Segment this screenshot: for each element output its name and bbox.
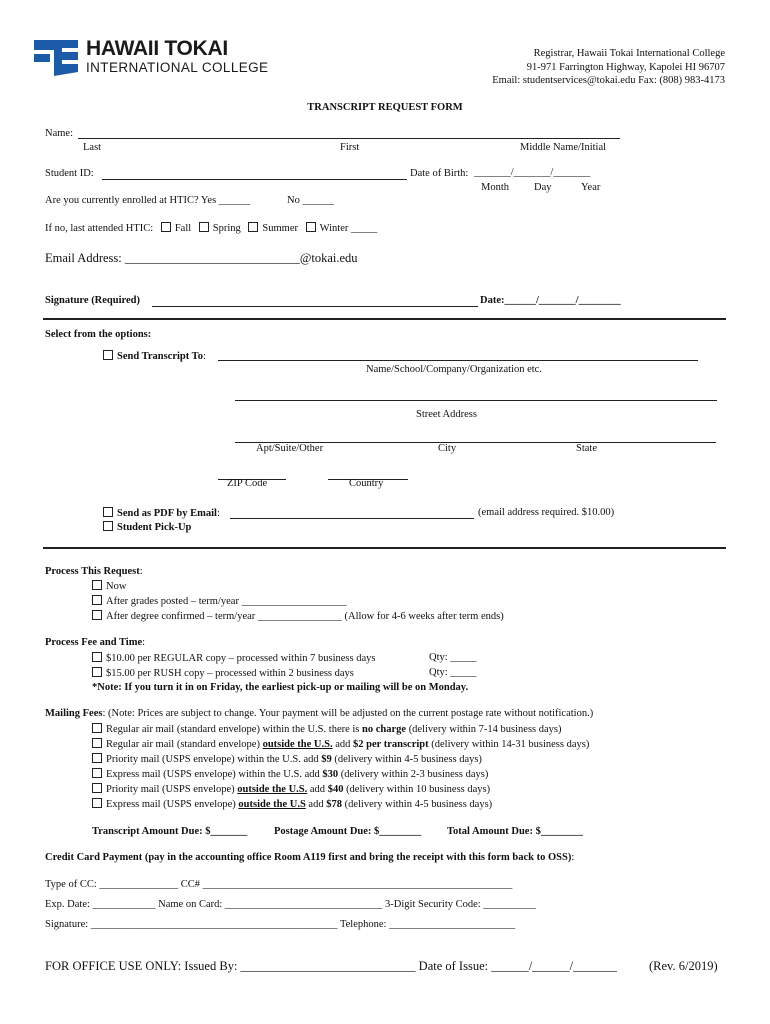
state-caption: State [576, 443, 597, 454]
process-request-heading [45, 566, 143, 577]
process-request-label: Process This Request [45, 566, 140, 577]
regular-copy-checkbox[interactable] [92, 652, 102, 662]
mailing-option-4-checkbox[interactable] [92, 768, 102, 778]
student-pickup-label: Student Pick-Up [117, 522, 192, 533]
dob-label: Date of Birth: [410, 168, 469, 179]
signature-date-field[interactable]: Date:______/_______/________ [480, 295, 621, 306]
mailing-option-3-price: $9 [321, 754, 332, 765]
rush-copy-checkbox[interactable] [92, 667, 102, 677]
send-transcript-option[interactable] [103, 350, 206, 362]
dob-month-caption: Month [481, 182, 510, 193]
logo-subtitle: INTERNATIONAL COLLEGE [86, 60, 269, 75]
pdf-email-field[interactable] [230, 507, 474, 519]
cc-exp-name-code-field[interactable]: Exp. Date: ____________ Name on Card: ______________________________ 3-Digit Security Code: __________ [45, 899, 536, 910]
send-pdf-label: Send as PDF by Email [117, 508, 217, 519]
after-grades-checkbox[interactable] [92, 595, 102, 605]
send-transcript-colon: : [202, 351, 206, 362]
mailing-option-5-checkbox[interactable] [92, 783, 102, 793]
mailing-option-4[interactable] [92, 768, 488, 780]
mailing-option-6-price: $78 [326, 799, 342, 810]
mailing-option-4-text: Express mail (USPS envelope) within the U.S. add [106, 769, 323, 780]
mailing-option-5-price: $40 [327, 784, 344, 795]
process-request-colon: : [139, 566, 143, 577]
send-transcript-checkbox[interactable] [103, 350, 113, 360]
address-line-1: Registrar, Hawaii Tokai International College [533, 48, 725, 59]
mailing-option-6-checkbox[interactable] [92, 798, 102, 808]
fall-label: Fall [174, 223, 192, 234]
process-now-checkbox[interactable] [92, 580, 102, 590]
dob-day-caption: Day [534, 182, 552, 193]
after-degree-label: After degree confirmed – term/year ________________ (Allow for 4-6 weeks after term ends) [106, 611, 504, 622]
mailing-option-6-text: Express mail (USPS envelope) [106, 799, 239, 810]
logo-mark-icon [32, 36, 80, 78]
process-now-option[interactable] [92, 580, 126, 592]
section-divider-1 [43, 318, 726, 320]
mailing-option-5-text: Priority mail (USPS envelope) [106, 784, 238, 795]
mailing-option-2[interactable] [92, 738, 589, 750]
apt-caption: Apt/Suite/Other [256, 443, 324, 454]
name-field[interactable] [78, 126, 620, 139]
summer-checkbox[interactable] [248, 222, 258, 232]
process-fee-heading [45, 637, 145, 648]
summer-label: Summer [262, 223, 299, 234]
mailing-option-2-checkbox[interactable] [92, 738, 102, 748]
send-pdf-colon: : [216, 508, 220, 519]
mailing-option-4-delivery: (delivery within 2-3 business days) [338, 769, 489, 780]
signature-field[interactable] [152, 295, 478, 307]
address-line-2: 91-971 Farrington Highway, Kapolei HI 96707 [526, 61, 725, 73]
select-options-label: Select from the options: [45, 329, 152, 340]
regular-copy-label: $10.00 per REGULAR copy – processed within 7 business days [106, 653, 376, 664]
zip-caption: ZIP Code [227, 478, 268, 489]
process-fee-colon: : [142, 637, 146, 648]
process-now-label: Now [106, 581, 127, 592]
fall-checkbox[interactable] [161, 222, 171, 232]
credit-card-heading [45, 852, 574, 863]
send-transcript-label: Send Transcript To [117, 351, 203, 362]
mailing-option-2-delivery: (delivery within 14-31 business days) [428, 739, 590, 750]
last-attended-label: If no, last attended HTIC: [45, 223, 154, 234]
last-name-caption: Last [83, 142, 102, 153]
enrolled-no[interactable]: No ______ [287, 195, 334, 206]
address-line-3: Email: studentservices@tokai.edu Fax: (808) 983-4173 [492, 75, 725, 86]
winter-label: Winter _____ [319, 223, 378, 234]
section-divider-2 [43, 547, 726, 549]
logo-title: HAWAII TOKAI [86, 37, 228, 60]
mailing-fees-heading [45, 708, 593, 719]
street-address-field[interactable] [235, 389, 717, 401]
apt-city-state-field[interactable] [235, 431, 716, 443]
mailing-option-1-price: no charge [362, 724, 407, 735]
mailing-option-1[interactable] [92, 723, 562, 735]
form-title: TRANSCRIPT REQUEST FORM [307, 102, 463, 113]
regular-copy-option[interactable] [92, 652, 375, 664]
mailing-option-3-checkbox[interactable] [92, 753, 102, 763]
after-degree-checkbox[interactable] [92, 610, 102, 620]
mailing-option-5-region: outside the U.S. [237, 784, 308, 795]
email-address-field[interactable]: Email Address: ____________________________@tokai.edu [45, 251, 358, 265]
rush-copy-label: $15.00 per RUSH copy – processed within 2 business days [106, 668, 354, 679]
signature-label: Signature (Required) [45, 295, 140, 306]
student-pickup-checkbox[interactable] [103, 521, 113, 531]
after-grades-option[interactable] [92, 595, 347, 607]
cc-type-number-field[interactable]: Type of CC: _______________ CC# ___________________________________________________________ [45, 879, 513, 890]
mailing-fees-label: Mailing Fees [45, 708, 103, 719]
mailing-option-5-delivery: (delivery within 10 business days) [343, 784, 491, 795]
mailing-option-3-delivery: (delivery within 4-5 business days) [331, 754, 482, 765]
regular-qty-field[interactable]: Qty: _____ [429, 652, 477, 663]
registrar-address [492, 47, 725, 88]
revision-date: (Rev. 6/2019) [649, 959, 718, 973]
dob-year-caption: Year [581, 182, 601, 193]
cc-signature-telephone-field[interactable]: Signature: _______________________________________________ Telephone: ________________________ [45, 919, 516, 930]
credit-card-label: Credit Card Payment (pay in the accounting office Room A119 first and bring the receipt with this form back to OSS) [45, 852, 572, 863]
mailing-option-1-text: Regular air mail (standard envelope) within the U.S. there is [106, 724, 363, 735]
mailing-option-2-add: add [332, 739, 353, 750]
winter-checkbox[interactable] [306, 222, 316, 232]
student-pickup-option[interactable] [103, 521, 191, 533]
mailing-option-1-checkbox[interactable] [92, 723, 102, 733]
mailing-option-2-region: outside the U.S. [262, 739, 333, 750]
after-degree-option[interactable] [92, 610, 504, 622]
street-address-caption: Street Address [416, 409, 477, 420]
mailing-option-4-price: $30 [322, 769, 339, 780]
student-id-field[interactable] [102, 168, 407, 180]
mailing-option-5-add: add [307, 784, 328, 795]
country-caption: Country [349, 478, 384, 489]
mailing-option-1-delivery: (delivery within 7-14 business days) [406, 724, 562, 735]
total-amount-due[interactable]: Total Amount Due: $________ [447, 826, 583, 837]
city-caption: City [438, 443, 457, 454]
first-name-caption: First [340, 142, 360, 153]
dob-field[interactable]: _______/_______/_______ [474, 167, 591, 178]
mailing-option-5[interactable] [92, 783, 490, 795]
mailing-option-2-price: $2 per transcript [353, 739, 429, 750]
friday-note: *Note: If you turn it in on Friday, the earliest pick-up or mailing will be on Monday. [92, 682, 469, 693]
credit-card-colon: : [571, 852, 575, 863]
process-fee-label: Process Fee and Time [45, 637, 143, 648]
middle-name-caption: Middle Name/Initial [520, 142, 607, 153]
last-attended-row [45, 222, 377, 234]
spring-label: Spring [212, 223, 241, 234]
college-logo [32, 36, 282, 80]
student-id-label: Student ID: [45, 168, 94, 179]
mailing-option-2-text: Regular air mail (standard envelope) [106, 739, 263, 750]
name-label: Name: [45, 128, 73, 139]
mailing-option-3-text: Priority mail (USPS envelope) within the U.S. add [106, 754, 322, 765]
spring-checkbox[interactable] [199, 222, 209, 232]
recipient-name-field[interactable] [218, 349, 698, 361]
postage-amount-due[interactable]: Postage Amount Due: $________ [274, 826, 422, 837]
mailing-option-6-delivery: (delivery within 4-5 business days) [341, 799, 493, 810]
enrolled-question[interactable]: Are you currently enrolled at HTIC? Yes ______ [45, 195, 251, 206]
mailing-fees-note: : (Note: Prices are subject to change. Your payment will be adjusted on the current postage rate without notification.) [102, 708, 594, 719]
mailing-option-6[interactable] [92, 798, 492, 810]
mailing-option-6-region: outside the U.S [238, 799, 306, 810]
recipient-name-caption: Name/School/Company/Organization etc. [366, 364, 542, 375]
mailing-option-6-add: add [305, 799, 327, 810]
rush-qty-field[interactable]: Qty: _____ [429, 667, 477, 678]
office-use-only: FOR OFFICE USE ONLY: Issued By: ____________________________ Date of Issue: ______/______/_______ [45, 959, 617, 973]
after-grades-label: After grades posted – term/year ____________________ [106, 596, 347, 607]
rush-copy-option[interactable] [92, 667, 354, 679]
mailing-option-3[interactable] [92, 753, 482, 765]
send-pdf-checkbox[interactable] [103, 507, 113, 517]
send-pdf-option[interactable] [103, 507, 220, 519]
transcript-amount-due[interactable]: Transcript Amount Due: $_______ [92, 826, 248, 837]
pdf-note: (email address required. $10.00) [478, 507, 615, 518]
